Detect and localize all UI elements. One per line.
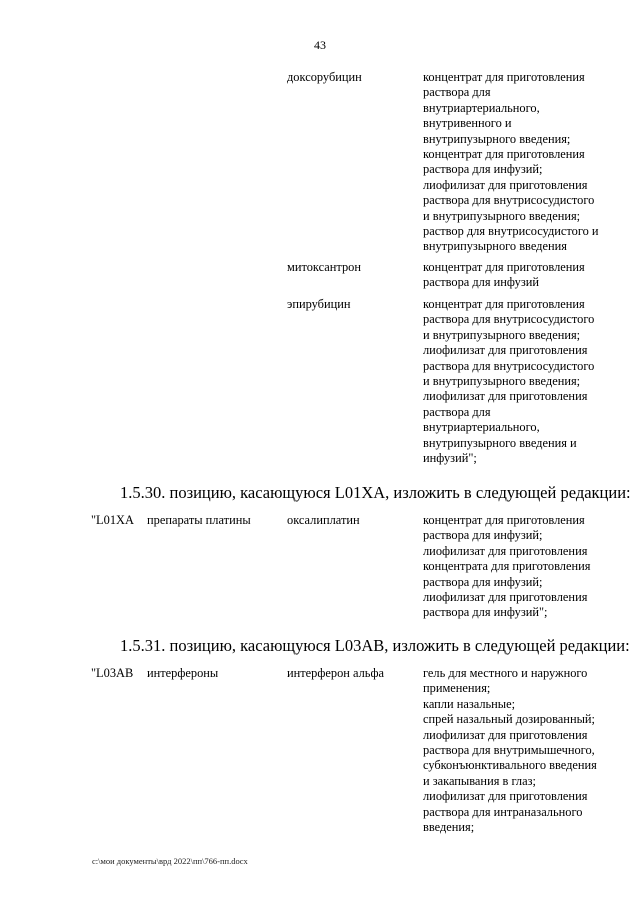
dosage-form-line: применения;	[423, 681, 491, 696]
dosage-form-line: концентрат для приготовления	[423, 147, 585, 162]
file-path-footer: c:\мои документы\врд 2022\пп\766-пп.docx	[92, 856, 248, 866]
dosage-form-line: спрей назальный дозированный;	[423, 712, 595, 727]
dosage-form-line: субконъюнктивального введения	[423, 758, 597, 773]
dosage-form-line: внутривенного и	[423, 116, 512, 131]
dosage-form-line: раствора для инфузий;	[423, 574, 543, 589]
dosage-form-line: введения;	[423, 820, 475, 835]
dosage-form-line: раствора для	[423, 85, 491, 100]
dosage-form-line: концентрата для приготовления	[423, 559, 591, 574]
dosage-form-line: внутрипузырного введения и	[423, 435, 577, 450]
dosage-form-line: и внутрипузырного введения;	[423, 327, 581, 342]
section-heading: 1.5.31. позицию, касающуюся L03AB, изложить в следующей редакции:	[120, 636, 630, 655]
dosage-form-line: лиофилизат для приготовления	[423, 343, 588, 358]
dosage-form-line: раствора для внутримышечного,	[423, 743, 595, 758]
dosage-forms	[423, 260, 623, 291]
dosage-form-line: раствора для	[423, 404, 491, 419]
page-number: 43	[314, 38, 326, 52]
dosage-form-line: раствора для внутрисосудистого	[423, 193, 595, 208]
drug-name: митоксантрон	[287, 260, 361, 274]
dosage-form-line: и внутрипузырного введения;	[423, 374, 581, 389]
dosage-form-line: раствора для внутрисосудистого	[423, 312, 595, 327]
dosage-form-line: раствора для интраназального	[423, 804, 583, 819]
drug-name: оксалиплатин	[287, 513, 360, 527]
dosage-form-line: раствора для внутрисосудистого	[423, 358, 595, 373]
dosage-form-line: лиофилизат для приготовления	[423, 590, 588, 605]
drug-group: препараты платины	[147, 513, 251, 527]
dosage-form-line: лиофилизат для приготовления	[423, 727, 588, 742]
dosage-form-line: внутрипузырного введения;	[423, 131, 571, 146]
dosage-form-line: лиофилизат для приготовления	[423, 543, 588, 558]
drug-group: интерфероны	[147, 666, 219, 680]
dosage-form-line: и закапывания в глаз;	[423, 773, 536, 788]
dosage-form-line: раствора для инфузий";	[423, 605, 548, 620]
dosage-form-line: концентрат для приготовления	[423, 297, 585, 311]
dosage-form-line: инфузий";	[423, 451, 477, 466]
dosage-form-line: внутрипузырного введения	[423, 239, 567, 254]
section-heading: 1.5.30. позицию, касающуюся L01XA, изложить в следующей редакции:	[120, 483, 631, 502]
dosage-form-line: капли назальные;	[423, 696, 516, 711]
dosage-forms	[423, 297, 623, 466]
dosage-form-line: лиофилизат для приготовления	[423, 177, 588, 192]
dosage-form-line: концентрат для приготовления	[423, 513, 585, 527]
dosage-form-line: внутриартериального,	[423, 100, 540, 115]
dosage-form-line: концентрат для приготовления	[423, 70, 585, 84]
drug-name: эпирубицин	[287, 297, 351, 311]
dosage-form-line: раствора для инфузий	[423, 275, 539, 290]
dosage-form-line: лиофилизат для приготовления	[423, 389, 588, 404]
atc-code: "L01XA	[91, 513, 134, 527]
dosage-forms	[423, 666, 623, 835]
dosage-form-line: гель для местного и наружного	[423, 666, 588, 680]
dosage-form-line: раствора для инфузий;	[423, 528, 543, 543]
dosage-form-line: концентрат для приготовления	[423, 260, 585, 274]
dosage-form-line: раствора для инфузий;	[423, 162, 543, 177]
dosage-forms	[423, 513, 623, 621]
dosage-form-line: внутриартериального,	[423, 420, 540, 435]
dosage-form-line: и внутрипузырного введения;	[423, 208, 581, 223]
dosage-form-line: раствор для внутрисосудистого и	[423, 224, 599, 239]
drug-name: доксорубицин	[287, 70, 362, 84]
dosage-forms	[423, 70, 623, 255]
atc-code: "L03AB	[91, 666, 134, 680]
drug-name: интерферон альфа	[287, 666, 384, 680]
dosage-form-line: лиофилизат для приготовления	[423, 789, 588, 804]
